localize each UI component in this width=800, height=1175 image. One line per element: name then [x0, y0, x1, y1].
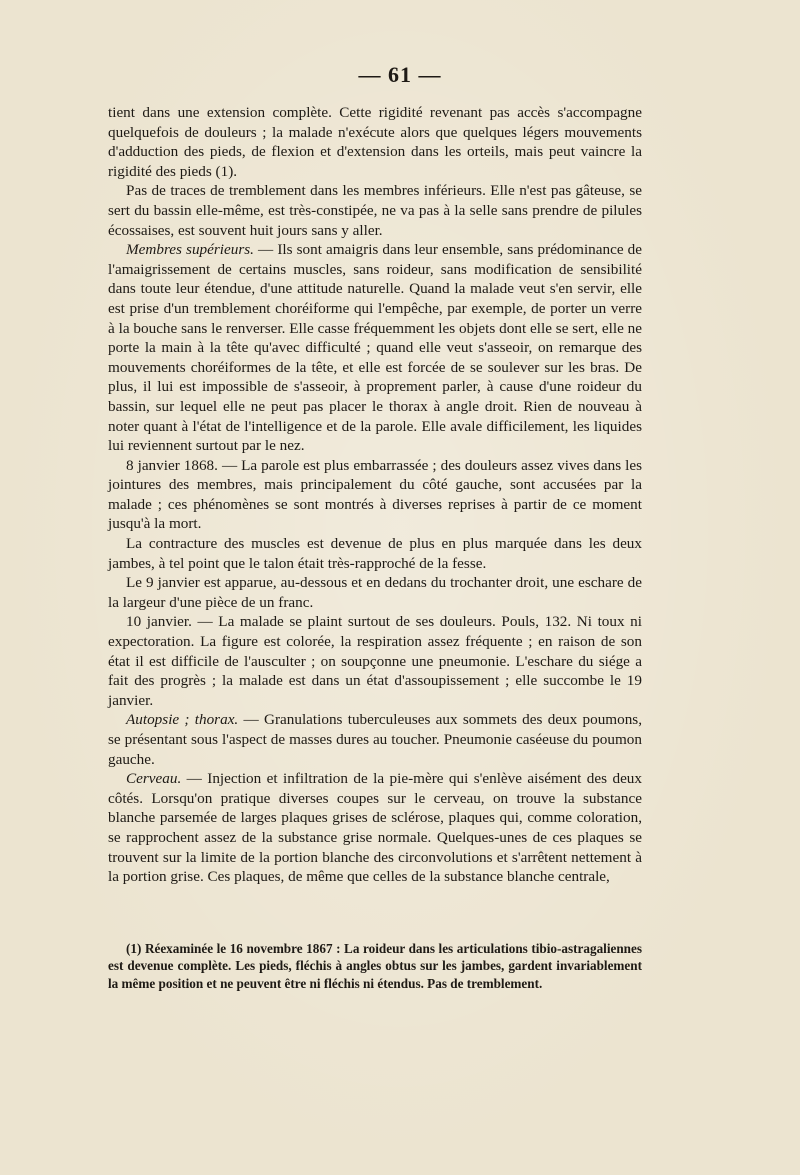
- paragraph-text: 8 janvier 1868. — La parole est plus embarrassée ; des douleurs assez vives dans les jointures des membres, mais principalement du côté gauche, sont accusées par la malade ; ces phénomènes se sont montrés à diverses reprises à partir de ce moment jusqu'à la mort.: [108, 456, 642, 533]
- paragraph: [108, 456, 642, 534]
- paragraph: [108, 710, 642, 769]
- footnote-text: (1) Réexaminée le 16 novembre 1867 : La roideur dans les articulations tibio-astragaliennes est devenue complète. Les pieds, fléchis à angles obtus sur les jambes, gardent invariablement la même position et ne peuvent être ni fléchis ni étendus. Pas de tremblement.: [108, 941, 642, 991]
- paragraph-text: — Injection et infiltration de la pie-mère qui s'enlève aisément des deux côtés. Lorsqu'on pratique diverses coupes sur le cerveau, on trouve la substance blanche parsemée de larges plaques grises de sclérose, plaques qui, comme coloration, se rapprochent assez de la substance grise normale. Quelques-unes de ces plaques se trouvent sur la limite de la portion blanche des circonvolutions et s'arrêtent nettement à la portion grise. Ces plaques, de même que celles de la substance blanche centrale,: [108, 770, 642, 886]
- paragraph-lead: Cerveau.: [126, 770, 182, 788]
- paragraph: [108, 240, 642, 456]
- page-number: — 61 —: [358, 62, 442, 87]
- paragraph-text: 10 janvier. — La malade se plaint surtout de ses douleurs. Pouls, 132. Ni toux ni expectoration. La figure est colorée, la respiration assez fréquente ; en raison de son état il est difficile de l'ausculter ; on soupçonne une pneumonie. L'eschare du siége a fait des progrès ; la malade est dans un état d'assoupissement ; elle succombe le 19 janvier.: [108, 613, 642, 709]
- paragraph-text: — Granulations tuberculeuses aux sommets des deux poumons, se présentant sous l'aspect de masses dures au toucher. Pneumonie caséeuse du poumon gauche.: [108, 711, 643, 768]
- paragraph: [108, 181, 642, 240]
- paragraph-text: tient dans une extension complète. Cette rigidité revenant pas accès s'accompagne quelquefois de douleurs ; la malade n'exécute alors que quelques légers mouvements d'adduction des pieds, de flexion et d'extension dans les orteils, mais peut vaincre la rigidité des pieds (1).: [108, 104, 642, 180]
- footnote: [108, 940, 642, 992]
- paragraph-lead: Membres supérieurs.: [126, 241, 254, 259]
- body-text: [108, 103, 642, 887]
- paragraph: [108, 103, 642, 181]
- paragraph-text: — Ils sont amaigris dans leur ensemble, sans prédominance de l'amaigrissement de certains muscles, sans roideur, sans modification de sensibilité dans toute leur étendue, d'une attitude naturelle. Quand la malade veut s'en servir, elle est prise d'un tremblement choréiforme qui l'empêche, par exemple, de porter un verre à la bouche sans le renverser. Elle casse fréquemment les objets dont elle se sert, elle ne porte la main à la tête qu'avec difficulté ; quand elle veut s'asseoir, on remarque des mouvements choréiformes de la tête, et elle est forcée de se soulever sur les bras. De plus, il lui est impossible de s'asseoir, à proprement parler, à cause d'une roideur du bassin, sur lequel elle ne peut pas placer le thorax à angle droit. Rien de nouveau à noter quant à l'état de l'intelligence et de la parole. Elle avale difficilement, les liquides lui reviennent surtout par le nez.: [108, 241, 642, 455]
- paragraph: [108, 573, 642, 612]
- paragraph: [108, 612, 642, 710]
- paragraph-text: Pas de traces de tremblement dans les membres inférieurs. Elle n'est pas gâteuse, se sert du bassin elle-même, est très-constipée, ne va pas à la selle sans prendre de pilules écossaises, est souvent huit jours sans y aller.: [108, 182, 642, 239]
- paragraph-text: Le 9 janvier est apparue, au-dessous et en dedans du trochanter droit, une eschare de la largeur d'une pièce de un franc.: [108, 574, 642, 611]
- paragraph: [108, 769, 642, 887]
- paragraph-lead: Autopsie ; thorax.: [126, 711, 239, 729]
- paragraph-text: La contracture des muscles est devenue de plus en plus marquée dans les deux jambes, à tel point que le talon était très-rapproché de la fesse.: [108, 535, 642, 572]
- paragraph: [108, 534, 642, 573]
